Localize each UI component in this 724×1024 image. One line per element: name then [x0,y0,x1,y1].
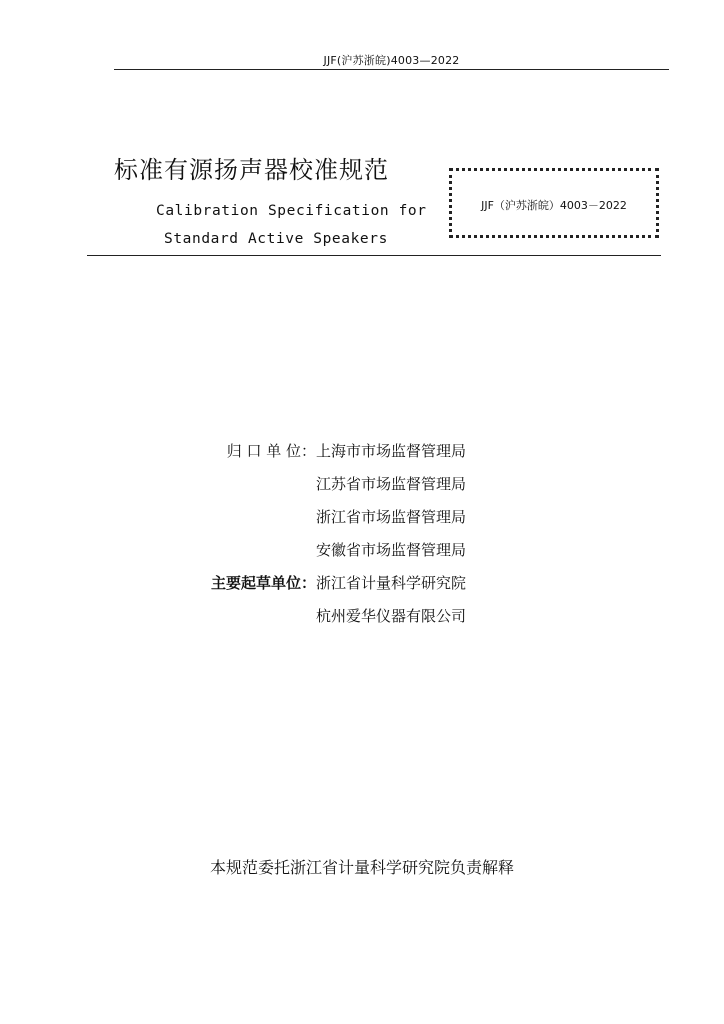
title-rule [87,255,661,256]
title-chinese: 标准有源扬声器校准规范 [114,156,389,184]
responsible-unit-name: 安徽省市场监督管理局 [316,541,467,559]
responsible-unit-row [190,434,466,467]
header-rule [114,69,669,70]
responsible-unit-row [190,533,466,566]
responsible-unit-label: 归 口 单 位： [226,442,316,460]
interpretation-note: 本规范委托浙江省计量科学研究院负责解释 [209,858,514,877]
drafting-unit-row [190,566,466,599]
units-block [190,434,466,632]
responsible-unit-row [190,500,466,533]
header-document-code: JJF(沪苏浙皖)4003—2022 [323,54,460,67]
drafting-unit-label: 主要起草单位： [210,574,316,592]
drafting-unit-row [190,599,466,632]
document-code-box [449,168,659,238]
responsible-unit-name: 上海市市场监督管理局 [316,442,467,460]
responsible-unit-row [190,467,466,500]
drafting-unit-name: 杭州爱华仪器有限公司 [316,607,467,625]
code-box-text: JJF（沪苏浙皖）4003－2022 [481,199,627,212]
responsible-unit-name: 江苏省市场监督管理局 [316,475,467,493]
drafting-unit-name: 浙江省计量科学研究院 [316,574,467,592]
title-english-line-2: Standard Active Speakers [164,231,388,247]
responsible-unit-name: 浙江省市场监督管理局 [316,508,467,526]
title-english-line-1: Calibration Specification for [156,203,427,219]
